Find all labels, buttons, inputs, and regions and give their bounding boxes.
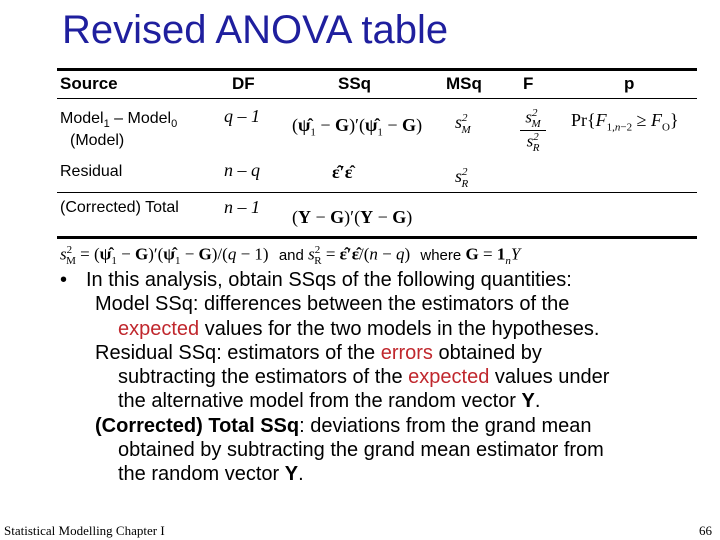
intro-bullet (60, 268, 710, 292)
table-bottom-rule (57, 236, 697, 239)
row-model-df: q – 1 (224, 106, 260, 126)
row-residual-source: Residual (60, 163, 123, 180)
row-model-source: Model$_1$ – Model$_0$ (60, 110, 178, 131)
model-ssq-highlight: expected (118, 317, 200, 340)
residual-errors-highlight: errors (380, 341, 433, 364)
slide-body (60, 268, 710, 487)
row-residual-msq: $s^2_R$ (455, 166, 469, 190)
header-msq: MSq (446, 74, 482, 93)
row-model-source-alias: (Model) (70, 132, 125, 149)
residual-ssq-paragraph: Residual SSq: estimators of the errors obtained by subtracting the estimators of the expected values under the alternative model from the random vector Y. (95, 341, 610, 413)
table-top-rule (57, 68, 697, 71)
row-model-msq: $s^2_M$ (455, 112, 471, 136)
row-residual-ssq: ε̂′ε̂ (332, 162, 353, 182)
residual-rule (57, 192, 697, 193)
header-source: Source (60, 74, 118, 93)
slide-title: Revised ANOVA table (62, 8, 449, 52)
page-number: 66 (699, 523, 712, 538)
header-f: F (523, 74, 534, 93)
header-p: p (624, 74, 635, 93)
header-rule (57, 98, 697, 99)
row-total-source: (Corrected) Total (60, 199, 179, 216)
row-residual-df: n – q (224, 160, 260, 180)
intro-text: In this analysis, obtain SSqs of the following quantities: (86, 269, 572, 291)
residual-ssq-term: Residual SSq (95, 341, 217, 364)
bullet-marker: • (60, 269, 68, 291)
row-total-ssq: (Y − G)′(Y − G) (292, 207, 413, 227)
header-df: DF (232, 74, 255, 93)
mean-square-formula: $s^2_M$ = ($\psî_1$ − $G)'(\psî_1 - G)/(q - 1)$ and $s^2_R$ = ε̂′ε̂/(n − q) where $G = 1_nY$ (60, 244, 521, 268)
header-ssq: SSq (338, 74, 372, 93)
total-ssq-paragraph: (Corrected) Total SSq: deviations from the grand mean obtained by subtracting the grand mean estimator from the random vector Y. (95, 414, 604, 486)
row-model-f: $s^2_M$ $s^2_R$ (520, 107, 546, 154)
model-ssq-paragraph: Model SSq: differences between the estimators of the expected values for the two models in the hypotheses. (95, 293, 600, 340)
total-ssq-term: (Corrected) Total SSq (95, 414, 300, 437)
residual-expected-highlight: expected (408, 366, 490, 389)
model-ssq-term: Model SSq (95, 293, 193, 316)
footer-course-label: Statistical Modelling Chapter I (4, 523, 165, 538)
row-model-p: $Pr\{F_{1,n-2} \ge F_O\}$ (571, 110, 679, 134)
row-total-df: n – 1 (224, 197, 260, 217)
row-model-ssq: ($\psî_1$ − $G)'(\psî_1 - G)$ (292, 115, 423, 139)
